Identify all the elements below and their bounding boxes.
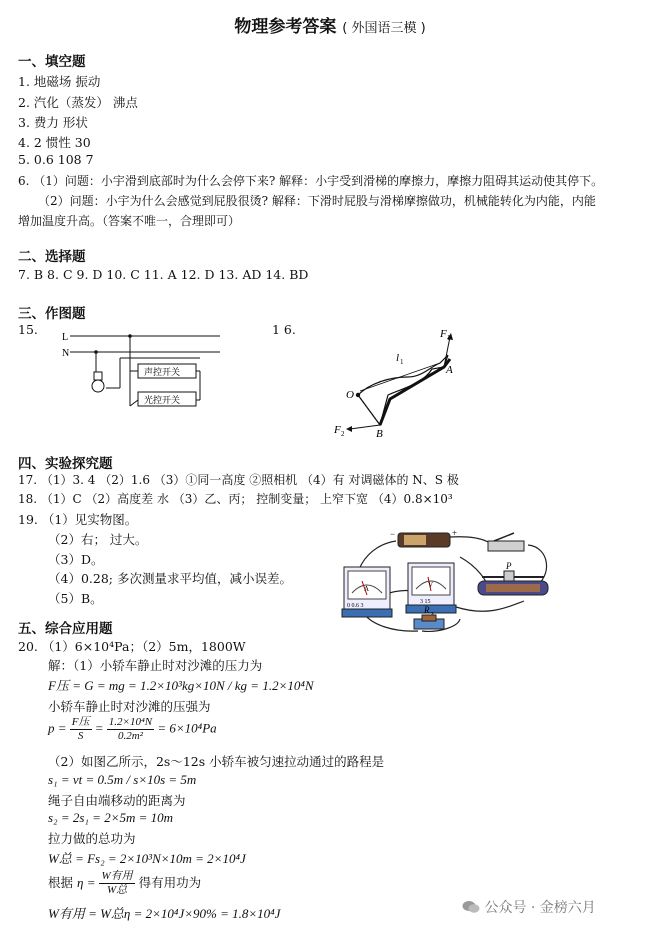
point-a-label: A (446, 364, 453, 376)
answer-6-2: （2）问题：小宇为什么会感觉到屁股很烫? 解释：下滑时屁股与滑梯摩擦做功，机械能转化为内能，内能 (38, 194, 596, 208)
solution-line-4: 绳子自由端移动的距离为 (48, 793, 186, 808)
watermark-text: 公众号 · 金榜六月 (484, 900, 596, 916)
title-main: 物理参考答案 (234, 17, 337, 37)
live-wire-label: L (62, 332, 69, 343)
equation-5: W总 = Fs₂ = 2×10³N×10m = 2×10⁴J (48, 851, 246, 866)
sound-switch-label: 声控开关 (144, 367, 181, 377)
answer-19-5: （5）B。 (48, 591, 103, 606)
eq6-frac (99, 870, 134, 897)
eq6-num: W有用 (101, 870, 133, 882)
point-b-label: B (376, 428, 383, 440)
equation-2 (48, 716, 217, 743)
force-f1-sub: 1 (447, 334, 451, 342)
l6-prefix: 根据 (48, 875, 74, 890)
eq2-frac-1 (70, 716, 92, 743)
equation-7: W有用 = W总η = 2×10⁴J×90% = 1.8×10⁴J (48, 906, 281, 921)
ammeter-scale: 0 0.6 3 (347, 603, 364, 609)
voltmeter-letter: V (428, 581, 434, 589)
slider-p-label: P (506, 561, 512, 571)
equation-3: s₁ = vt = 0.5m / s×10s = 5m (48, 772, 197, 787)
choice-answers: 7. B 8. C 9. D 10. C 11. A 12. D 13. AD 14. BD (18, 267, 309, 282)
resistor-rx-label: R (424, 605, 430, 615)
section-drawing: 三、作图题 (18, 306, 86, 322)
pivot-o-label: O (346, 389, 354, 401)
answer-20: 20. （1）6×10⁴Pa；（2）5m，1800W (18, 639, 246, 654)
q16-label: 1 6. (272, 322, 296, 337)
section-choice: 二、选择题 (18, 249, 86, 265)
force-f2-label: F (334, 424, 341, 436)
section-experiment: 四、实验探究题 (18, 456, 113, 472)
answer-19-3: （3）D。 (48, 552, 104, 567)
force-f1-label: F (440, 328, 447, 340)
q15-label: 15. (18, 322, 38, 337)
physical-circuit-diagram (338, 527, 560, 637)
eq2-rhs: = 6×10⁴Pa (157, 720, 217, 736)
answer-19-1: 19. （1）见实物图。 (18, 512, 138, 527)
resistor-rx-sub: x (431, 611, 434, 617)
battery-minus: − (390, 529, 396, 539)
solution-line-3: （2）如图乙所示，2s～12s 小轿车被匀速拉动通过的路程是 (48, 754, 385, 769)
eq2-frac-2 (107, 716, 154, 743)
title-sub: ( 外国语三模 ) (342, 21, 426, 36)
wechat-icon (462, 900, 480, 914)
solution-line-5: 拉力做的总功为 (48, 831, 136, 846)
answer-3: 3. 费力 形状 (18, 115, 88, 130)
eq2-den-1: S (77, 730, 84, 742)
eq6-den: W总 (106, 884, 128, 896)
bulb-icon (92, 380, 104, 392)
answer-6-1: 6. （1）问题：小宇滑到底部时为什么会停下来? 解释：小宇受到滑梯的摩擦力，摩擦力阻碍其运动使其停下。 (18, 174, 604, 188)
solution-line-1: 解：（1）小轿车静止时对沙滩的压力为 (48, 658, 263, 673)
answer-19-4: （4）0.28; 多次测量求平均值，减小误差。 (48, 571, 292, 586)
equation-4: s₂ = 2s₁ = 2×5m = 10m (48, 810, 174, 825)
answer-18: 18. （1）C （2）高度差 水 （3）乙、丙； 控制变量； 上窄下宽 （4）0.8×10³ (18, 492, 453, 506)
force-f2-sub: 2 (341, 430, 345, 438)
voltmeter-scale: 3 15 (420, 599, 431, 605)
section-application: 五、综合应用题 (18, 621, 113, 637)
answer-19-2: （2）右； 过大。 (48, 532, 148, 547)
answer-4: 4. 2 惯性 30 (18, 135, 91, 150)
watermark (462, 897, 596, 917)
solution-line-2: 小轿车静止时对沙滩的压强为 (48, 699, 211, 714)
solution-line-6 (48, 870, 201, 897)
answer-2: 2. 汽化（蒸发） 沸点 (18, 95, 138, 110)
eq2-num-2: 1.2×10⁴N (108, 716, 153, 728)
answer-1: 1. 地磁场 振动 (18, 74, 101, 89)
battery-plus: + (452, 528, 458, 538)
eq2-eq: = (94, 720, 104, 736)
section-fill-blank: 一、填空题 (18, 54, 86, 70)
eq2-lhs: p = (48, 720, 67, 736)
l6-suffix: 得有用功为 (138, 875, 202, 890)
answer-17: 17. （1）3. 4 （2）1.6 （3）①同一高度 ②照相机 （4）有 对调磁体的 N、S 极 (18, 473, 459, 487)
neutral-wire-label: N (62, 348, 70, 359)
light-switch-label: 光控开关 (144, 395, 181, 405)
eq2-den-2: 0.2m² (117, 730, 143, 742)
eq2-num-1: F压 (71, 716, 90, 728)
ammeter-letter: A (364, 585, 370, 593)
answer-5: 5. 0.6 108 7 (18, 152, 94, 167)
switch-icon (488, 541, 524, 551)
arm-l1-sub: 1 (400, 358, 404, 366)
lever-diagram-16 (330, 325, 470, 445)
circuit-diagram-15 (60, 328, 230, 420)
arm-l1-label: l (396, 352, 400, 364)
page-title (0, 12, 660, 37)
eq6-lhs: η = (77, 875, 96, 890)
answer-6-3: 增加温度升高。（答案不唯一，合理即可） (18, 214, 241, 228)
equation-1: F压 = G = mg = 1.2×10³kg×10N / kg = 1.2×10⁴N (48, 678, 314, 693)
